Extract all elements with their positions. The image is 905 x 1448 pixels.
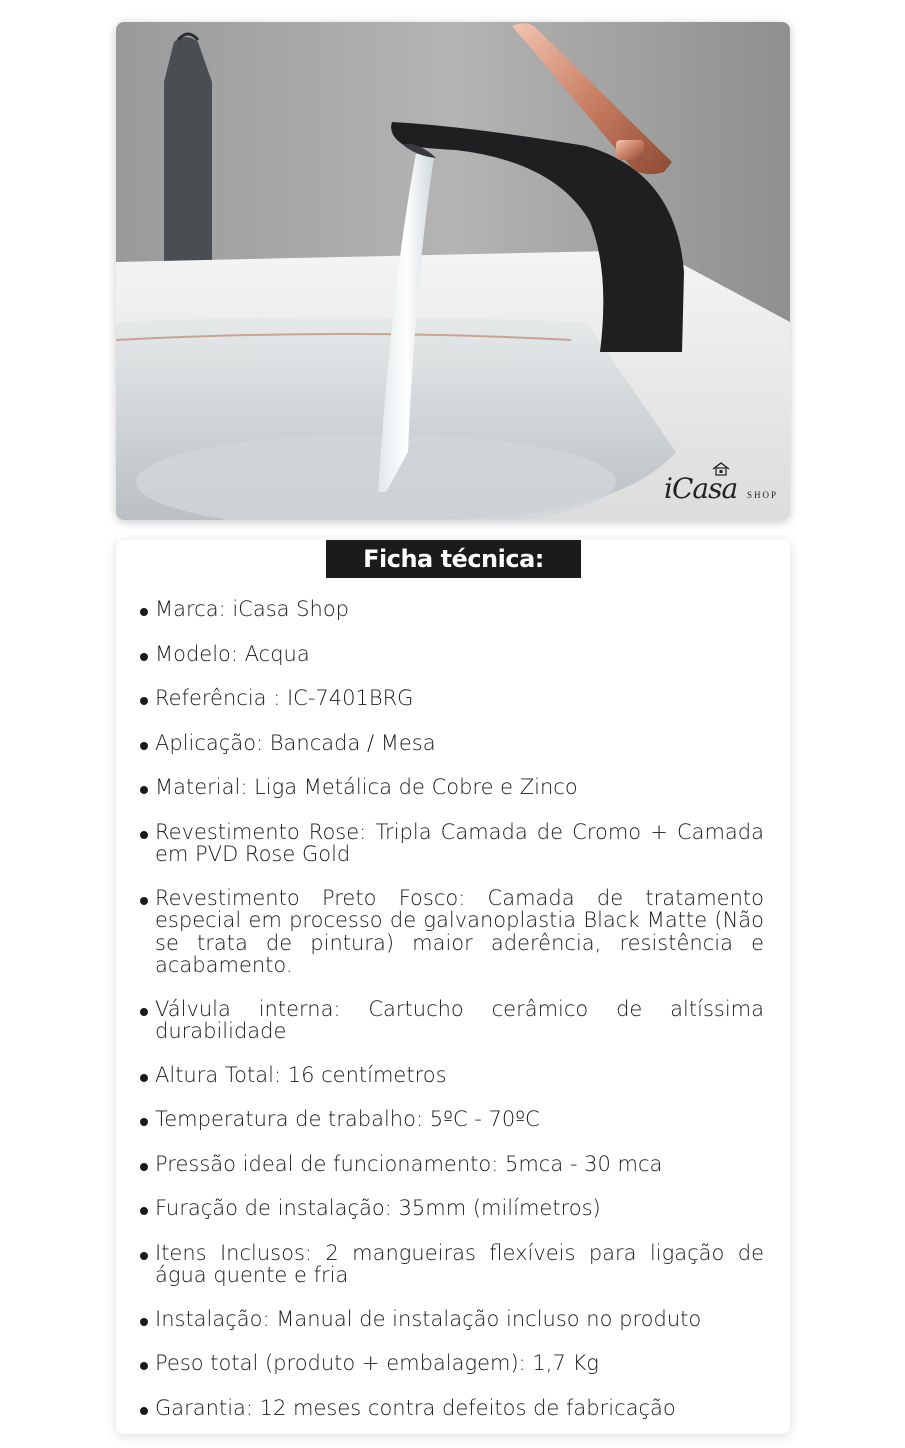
spec-item-garantia: Garantia: 12 meses contra defeitos de fabricação	[138, 1397, 764, 1420]
spec-item-instalacao: Instalação: Manual de instalação incluso no produto	[138, 1308, 764, 1331]
spec-sheet	[116, 540, 790, 1434]
logo-script-text: iCasa	[664, 472, 738, 505]
spec-list	[138, 598, 764, 1441]
product-photo	[116, 22, 790, 520]
spec-item-furacao: Furação de instalação: 35mm (milímetros)	[138, 1197, 764, 1220]
spec-item-aplicacao: Aplicação: Bancada / Mesa	[138, 732, 764, 755]
spec-item-valvula: Válvula interna: Cartucho cerâmico de altíssima durabilidade	[138, 998, 764, 1043]
spec-item-material: Material: Liga Metálica de Cobre e Zinco	[138, 776, 764, 799]
spec-title: Ficha técnica:	[326, 540, 581, 578]
spec-item-modelo: Modelo: Acqua	[138, 643, 764, 666]
faucet-illustration	[116, 22, 790, 520]
spec-item-marca: Marca: iCasa Shop	[138, 598, 764, 621]
spec-item-temperatura: Temperatura de trabalho: 5ºC - 70ºC	[138, 1108, 764, 1131]
spec-item-altura: Altura Total: 16 centímetros	[138, 1064, 764, 1087]
spec-item-referencia: Referência : IC-7401BRG	[138, 687, 764, 710]
spec-item-revestimento-preto: Revestimento Preto Fosco: Camada de tratamento especial em processo de galvanoplastia Black Matte (Não se trata de pintura) maior aderência, resistência e acabamento.	[138, 887, 764, 977]
brand-logo	[664, 462, 782, 512]
logo-shop-text: SHOP	[746, 490, 778, 500]
spec-item-itens-inclusos: Itens Inclusos: 2 mangueiras flexíveis para ligação de água quente e fria	[138, 1242, 764, 1287]
spec-item-revestimento-rose: Revestimento Rose: Tripla Camada de Cromo + Camada em PVD Rose Gold	[138, 821, 764, 866]
spec-item-pressao: Pressão ideal de funcionamento: 5mca - 30 mca	[138, 1153, 764, 1176]
spec-item-peso: Peso total (produto + embalagem): 1,7 Kg	[138, 1352, 764, 1375]
